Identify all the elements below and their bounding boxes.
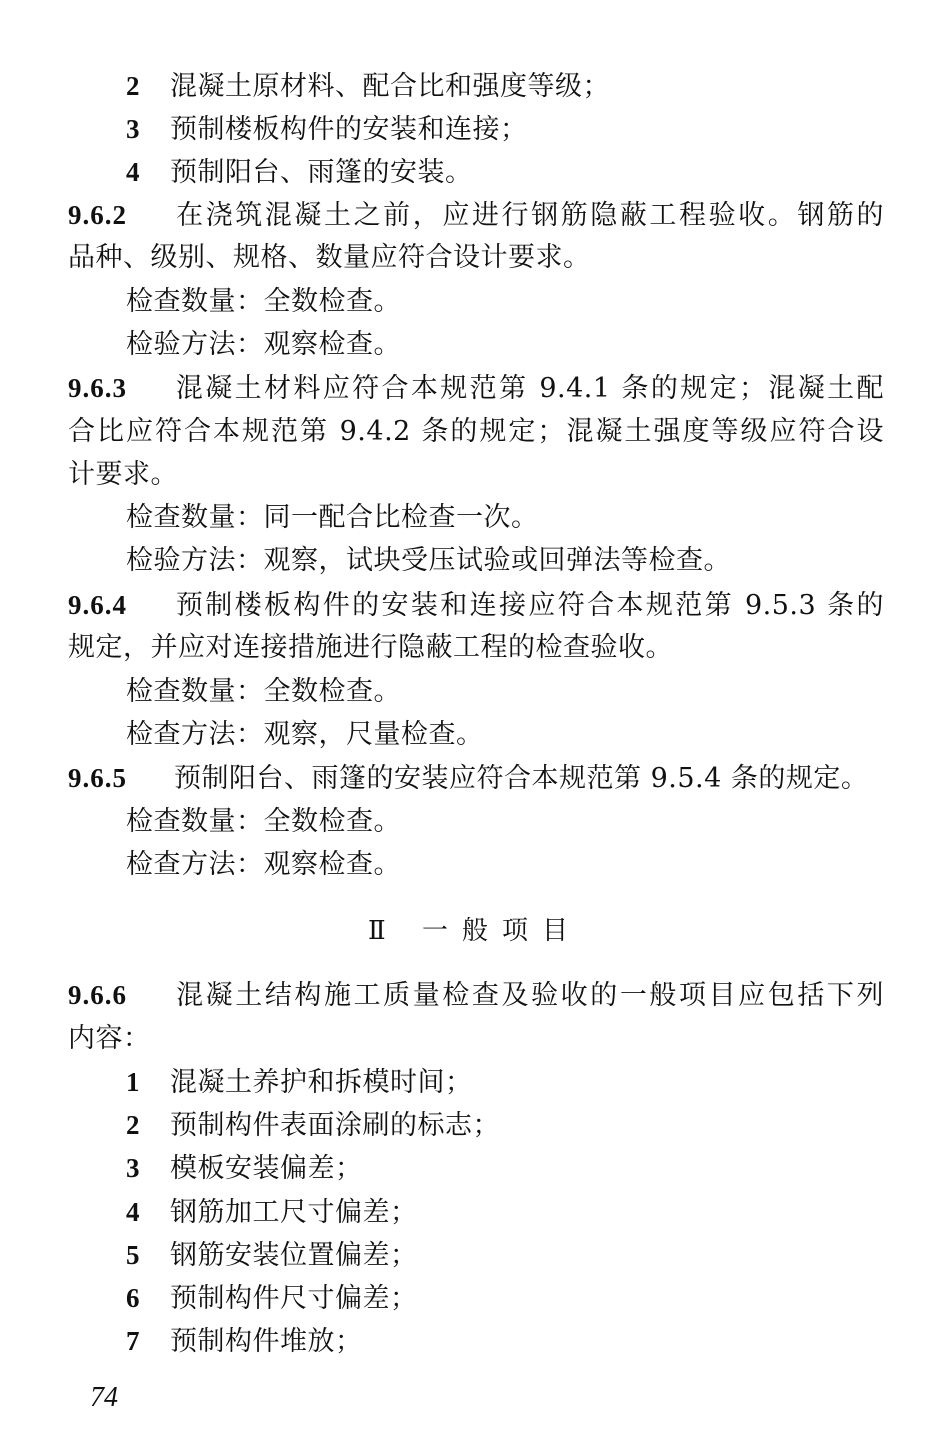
list-item	[126, 1278, 418, 1318]
clause-9-6-3-line2: 合比应符合本规范第 9.4.2 条的规定；混凝土强度等级应符合设	[68, 416, 884, 447]
check-quantity: 检查数量：全数检查。	[126, 286, 401, 317]
clause-number: 9.6.5	[68, 763, 127, 793]
clause-9-6-4-line1	[68, 585, 884, 625]
clause-9-6-6-line1	[68, 975, 884, 1015]
check-method: 检验方法：观察检查。	[126, 329, 401, 360]
list-item	[126, 1062, 473, 1102]
item-text: 模板安装偏差；	[170, 1153, 363, 1184]
item-text: 预制构件堆放；	[170, 1326, 363, 1357]
clause-text: 预制阳台、雨篷的安装应符合本规范第 9.5.4 条的规定。	[174, 763, 869, 794]
clause-number: 9.6.2	[68, 200, 127, 230]
item-number: 2	[126, 1110, 140, 1140]
clause-9-6-5-line1	[68, 758, 868, 798]
check-method: 检查方法：观察检查。	[126, 849, 401, 880]
list-item	[126, 1235, 418, 1275]
item-number: 6	[126, 1283, 140, 1313]
list-item	[126, 1105, 500, 1145]
item-text: 预制构件尺寸偏差；	[170, 1283, 418, 1314]
clause-text: 混凝土结构施工质量检查及验收的一般项目应包括下列	[174, 980, 884, 1011]
item-number: 1	[126, 1067, 140, 1097]
clause-text: 预制楼板构件的安装和连接应符合本规范第 9.5.3 条的	[174, 590, 884, 621]
clause-9-6-3-line3: 计要求。	[68, 459, 178, 490]
clause-9-6-2-line1	[68, 195, 884, 235]
clause-number: 9.6.3	[68, 373, 127, 403]
clause-number: 9.6.6	[68, 980, 127, 1010]
check-quantity: 检查数量：全数检查。	[126, 806, 401, 837]
list-item	[126, 66, 610, 106]
item-text: 预制构件表面涂刷的标志；	[170, 1110, 500, 1141]
check-method: 检验方法：观察，试块受压试验或回弹法等检查。	[126, 545, 731, 576]
clause-9-6-6-line2: 内容：	[68, 1023, 151, 1054]
check-quantity: 检查数量：同一配合比检查一次。	[126, 502, 539, 533]
check-method: 检查方法：观察，尺量检查。	[126, 719, 484, 750]
item-text: 混凝土原材料、配合比和强度等级；	[170, 71, 610, 102]
list-item	[126, 152, 473, 192]
list-item	[126, 1192, 418, 1232]
item-text: 钢筋加工尺寸偏差；	[170, 1197, 418, 1228]
item-number: 5	[126, 1240, 140, 1270]
list-item	[126, 1321, 363, 1361]
clause-text: 混凝土材料应符合本规范第 9.4.1 条的规定；混凝土配	[174, 373, 884, 404]
item-text: 混凝土养护和拆模时间；	[170, 1067, 473, 1098]
item-text: 预制阳台、雨篷的安装。	[170, 157, 473, 188]
check-quantity: 检查数量：全数检查。	[126, 676, 401, 707]
clause-9-6-4-line2: 规定，并应对连接措施进行隐蔽工程的检查验收。	[68, 632, 673, 663]
item-text: 钢筋安装位置偏差；	[170, 1240, 418, 1271]
page-number: 74	[90, 1382, 118, 1413]
clause-9-6-2-line2: 品种、级别、规格、数量应符合设计要求。	[68, 242, 591, 273]
clause-text: 在浇筑混凝土之前，应进行钢筋隐蔽工程验收。钢筋的	[174, 200, 884, 231]
item-number: 4	[126, 157, 140, 187]
item-text: 预制楼板构件的安装和连接；	[170, 114, 528, 145]
item-number: 4	[126, 1197, 140, 1227]
section-heading: Ⅱ 一般项目	[368, 916, 582, 946]
item-number: 2	[126, 71, 140, 101]
item-number: 7	[126, 1326, 140, 1356]
clause-number: 9.6.4	[68, 590, 127, 620]
item-number: 3	[126, 114, 140, 144]
list-item	[126, 1148, 363, 1188]
clause-9-6-3-line1	[68, 368, 884, 408]
item-number: 3	[126, 1153, 140, 1183]
list-item	[126, 109, 528, 149]
